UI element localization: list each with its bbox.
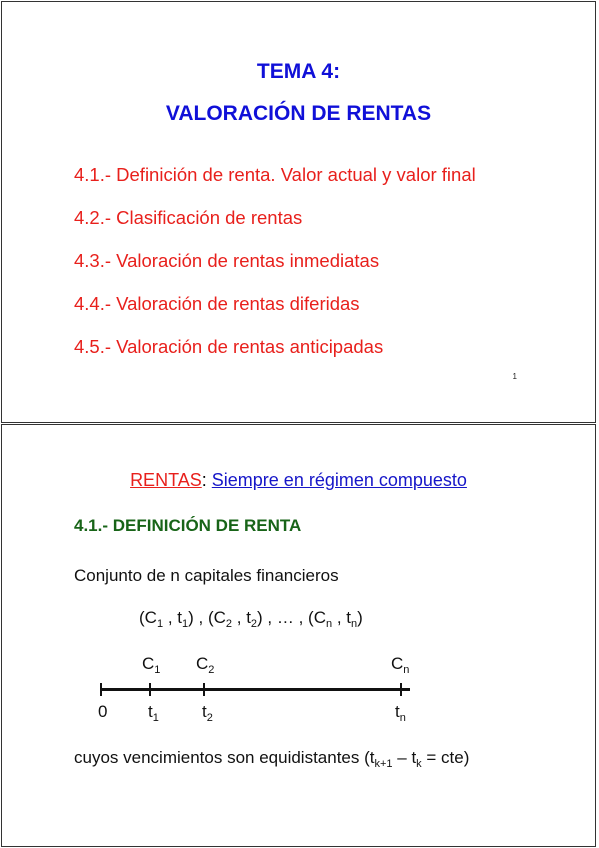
toc-item: 4.5.- Valoración de rentas anticipadas: [74, 336, 384, 357]
time-label: $t_1$: [148, 702, 159, 724]
slide-title-line2: VALORACIÓN DE RENTAS: [165, 102, 432, 125]
slide-2: [1, 424, 596, 847]
intro-text: Conjunto de n capitales financieros: [74, 566, 339, 585]
rentas-label: RENTAS: [130, 470, 202, 490]
capital-label: $C_2$: [196, 654, 215, 676]
slide-1: [1, 1, 596, 423]
toc-item: 4.3.- Valoración de rentas inmediatas: [74, 250, 380, 271]
time-label: $t_n$: [395, 702, 406, 724]
timeline-axis: [100, 688, 410, 691]
toc-item: 4.2.- Clasificación de rentas: [74, 207, 303, 228]
condition-text: cuyos vencimientos son equidistantes $(t_{k+1} - t_k = cte)$: [74, 748, 470, 770]
rentas-separator: :: [201, 470, 207, 490]
time-label: $t_2$: [202, 702, 213, 724]
section-heading: 4.1.- DEFINICIÓN DE RENTA: [74, 516, 302, 535]
origin-label: 0: [98, 702, 108, 721]
capital-tuples: ($C_1$ , $t_1$) , ($C_2$ , $t_2$) , … , ($C_n$ , $t_n$): [139, 608, 363, 630]
rentas-heading: [2, 470, 595, 491]
toc-item: 4.4.- Valoración de rentas diferidas: [74, 293, 360, 314]
rentas-link[interactable]: Siempre en régimen compuesto: [211, 470, 467, 490]
slide-title-line1: TEMA 4:: [256, 60, 341, 83]
capital-label: $C_n$: [391, 654, 410, 676]
timeline-tick: [100, 683, 102, 696]
page-number: 1: [512, 372, 517, 381]
capital-label: $C_1$: [142, 654, 161, 676]
timeline-tick: [400, 683, 402, 696]
toc-item: 4.1.- Definición de renta. Valor actual y valor final: [74, 164, 476, 185]
timeline-tick: [149, 683, 151, 696]
timeline-tick: [203, 683, 205, 696]
